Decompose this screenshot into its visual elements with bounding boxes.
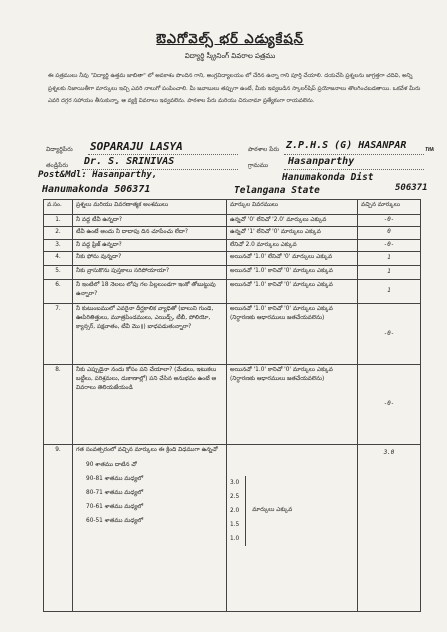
table-header-row bbox=[44, 200, 421, 215]
percent-band: 90-81 శాతము మధ్యలో bbox=[86, 475, 144, 482]
form-subtitle: విద్యార్థి స్క్రీనింగ్ వివరాల పత్రము bbox=[184, 52, 276, 60]
row-number: 2. bbox=[44, 227, 73, 239]
father-name-label: తండ్రిపేరు bbox=[46, 162, 69, 169]
screening-table bbox=[43, 199, 421, 612]
table-row bbox=[44, 239, 421, 251]
row-marks: అయినచో '1.0' లేనిచో '0' మార్కులు ఎక్కువ bbox=[227, 251, 358, 265]
row-answer: 3.0 bbox=[358, 444, 421, 612]
row-answer: -0- bbox=[358, 304, 421, 365]
row-answer: -0- bbox=[358, 365, 421, 444]
row-question: టీవీ ఉంటే అందు నీ దాదాపు దిన చూపేంచు లేదా? bbox=[73, 227, 227, 239]
row-question: నీకు ఎప్పుడైనా నందు కోసం పని చేయాలా? (మేడలు, ఇటుకలు బట్టీలు, పరిశ్రమలు, దుకాణాల్లో) పని చేసిన అనుభవం ఉంటే ఆ వివరాలు తెలియజేయండి bbox=[73, 365, 227, 444]
percent-band: 80-71 శాతము మధ్యలో bbox=[86, 489, 144, 496]
row-number: 7. bbox=[44, 304, 73, 365]
student-name-label: విద్యార్థిపేరు bbox=[46, 146, 73, 153]
score-value: 2.5 bbox=[230, 493, 240, 500]
row-number: 4. bbox=[44, 251, 73, 265]
pin-value: 506371 bbox=[395, 183, 428, 193]
student-name-value: SOPARAJU LASYA bbox=[90, 140, 183, 153]
score-value: 2.0 bbox=[230, 507, 240, 514]
row-marks-scale bbox=[227, 444, 358, 612]
table-row bbox=[44, 304, 421, 365]
col-header-serial: వ.సం. bbox=[44, 200, 73, 215]
row-marks: లేనిచో 2.0 మార్కులు ఎక్కువ bbox=[227, 239, 358, 251]
row-answer: -0- bbox=[358, 239, 421, 251]
col-header-question: ప్రశ్నలు మరియు వివరణాత్మక అంశములు bbox=[73, 200, 227, 215]
row-marks: ఉన్నచో '0' లేనిచో '2.0' మార్కులు ఎక్కువ bbox=[227, 215, 358, 227]
row-marks: అయినచో '1.0' కానిచో '0' మార్కులు ఎక్కువ bbox=[227, 265, 358, 279]
row-marks: అయినచో '1.0' కానిచో '0' మార్కులు ఎక్కువ bbox=[227, 280, 358, 304]
school-extra: THA bbox=[425, 147, 435, 153]
row-question: గత సంవత్సరంలో వచ్చిన మార్కులు ఈ క్రింది విధముగా ఉన్నచో bbox=[76, 446, 218, 453]
row-question: నీ వద్ద టీవీ ఉన్నదా? bbox=[73, 215, 227, 227]
row-question: నీ ఇంటిలో 18 నెలలు లోపు గల పిల్లలుండగా ఇంకో తోబుట్టువు ఉన్నారా? bbox=[73, 280, 227, 304]
table-row bbox=[44, 251, 421, 265]
state-value: Telangana State bbox=[234, 185, 320, 196]
row-number: 5. bbox=[44, 265, 73, 279]
row-answer: 1 bbox=[358, 251, 421, 265]
row-question: నీ వద్ద ఫ్రిజ్ ఉన్నదా? bbox=[73, 239, 227, 251]
percent-band: 60-51 శాతము మధ్యలో bbox=[86, 517, 144, 524]
table-row bbox=[44, 444, 421, 612]
village-label: గ్రామము bbox=[248, 162, 269, 169]
school-line bbox=[284, 154, 424, 155]
table-row bbox=[44, 365, 421, 444]
row-number: 6. bbox=[44, 280, 73, 304]
row-question: నీకు ఫోను వున్నదా? bbox=[73, 251, 227, 265]
row-question-percent bbox=[73, 444, 227, 612]
student-name-line bbox=[88, 154, 238, 155]
row-marks: అయినచో '1.0' కానిచో '0' మార్కులు ఎక్కువ (నిర్ధారణకు ఆధారములు జతచేయవలెను) bbox=[227, 304, 358, 365]
row-answer: 1 bbox=[358, 265, 421, 279]
address-value: Post&Mdl: Hasanparthy, bbox=[38, 170, 158, 180]
table-row bbox=[44, 280, 421, 304]
instructions-paragraph: ఈ పత్రములు నీవు "విద్యార్థి ఉత్తమ జాబితా" లో అవకాశం పొందిన గాని, అంగ్లవిద్యాలయం లో చేరిన ఉన్నా గాని పూర్తి చేయాలి. దయచేసి ప్రశ్నలను జాగ్రత్తగా చదివి, అన్ని ప్రశ్నలకు నిజాయితీగా మార్కులు ఇచ్చి ఎవరి నాలుగో పంపించాలి. మీ జవాబులు తప్పుగా ఉంటే, మీకు ఇవ్వబడిన స్కాలర్‌షిప్ ప్రయోజనాలు తొలగించబడతాయి. ఒకవేళ మీరు ఎవరి దగ్గర సహాయం తీసుకున్నా, ఆ వ్యక్తి వివరాలు ఇవ్వవలెను. పాఠశాల పేరు మరియు చిరునామా ప్రత్యేకంగా రాయవలెను. bbox=[48, 73, 421, 104]
row-answer: -0- bbox=[358, 215, 421, 227]
table-row bbox=[44, 215, 421, 227]
row-marks: అయినచో '1.0' కానిచో '0' మార్కులు ఎక్కువ (నిర్ధారణకు ఆధారములు జతచేయవలెను) bbox=[227, 365, 358, 444]
row-marks: ఉన్నచో '1' లేనిచో '0' మార్కులు ఎక్కువ bbox=[227, 227, 358, 239]
row-answer: 1 bbox=[358, 280, 421, 304]
col-header-obtained: వచ్చిన మార్కులు bbox=[358, 200, 421, 215]
father-name-value: Dr. S. SRINIVAS bbox=[84, 156, 175, 167]
row-question: నీ కుటుంబములో ఎవరైనా దీర్ఘకాలిక వ్యాధితో (బాలుని గుండె, ఊపిరితిత్తులు, మూత్రపిండములు, ఎయిడ్స్, టీబీ, పోలియో, క్యాన్సర్, పక్షవాతం, టీవీ మొ॥) బాధపడుతున్నారా? bbox=[73, 304, 227, 365]
row-marks: మార్కులు ఎక్కువ bbox=[252, 507, 293, 513]
row-number: 9. bbox=[44, 444, 73, 612]
district-value: Hanumakonda Dist bbox=[282, 172, 374, 183]
table-row bbox=[44, 227, 421, 239]
score-value: 1.5 bbox=[230, 521, 240, 528]
percent-band: 90 శాతము దాటిన చో bbox=[86, 461, 137, 468]
school-value: Z.P.H.S (G) HASANPAR bbox=[286, 140, 407, 151]
score-value: 1.0 bbox=[230, 535, 240, 542]
percent-band: 70-61 శాతము మధ్యలో bbox=[86, 503, 144, 510]
col-header-marks: మార్కుల వివరములు bbox=[227, 200, 358, 215]
row-question: నీకు వ్రాసుకొను పుస్తకాలు సరిపోయాయా? bbox=[73, 265, 227, 279]
row-answer: 0 bbox=[358, 227, 421, 239]
village-line bbox=[284, 169, 424, 170]
row-number: 3. bbox=[44, 239, 73, 251]
row-number: 8. bbox=[44, 365, 73, 444]
city-value: Hanumakonda 506371 bbox=[42, 184, 151, 195]
table-row bbox=[44, 265, 421, 279]
school-label: పాఠశాల పేరు bbox=[248, 146, 280, 153]
score-value: 3.0 bbox=[230, 479, 240, 486]
village-value: Hasanparthy bbox=[288, 156, 355, 167]
form-title: ఔఎగోవెల్స్ భర్ ఎడ్యుకేషన్ bbox=[156, 32, 304, 47]
row-number: 1. bbox=[44, 215, 73, 227]
